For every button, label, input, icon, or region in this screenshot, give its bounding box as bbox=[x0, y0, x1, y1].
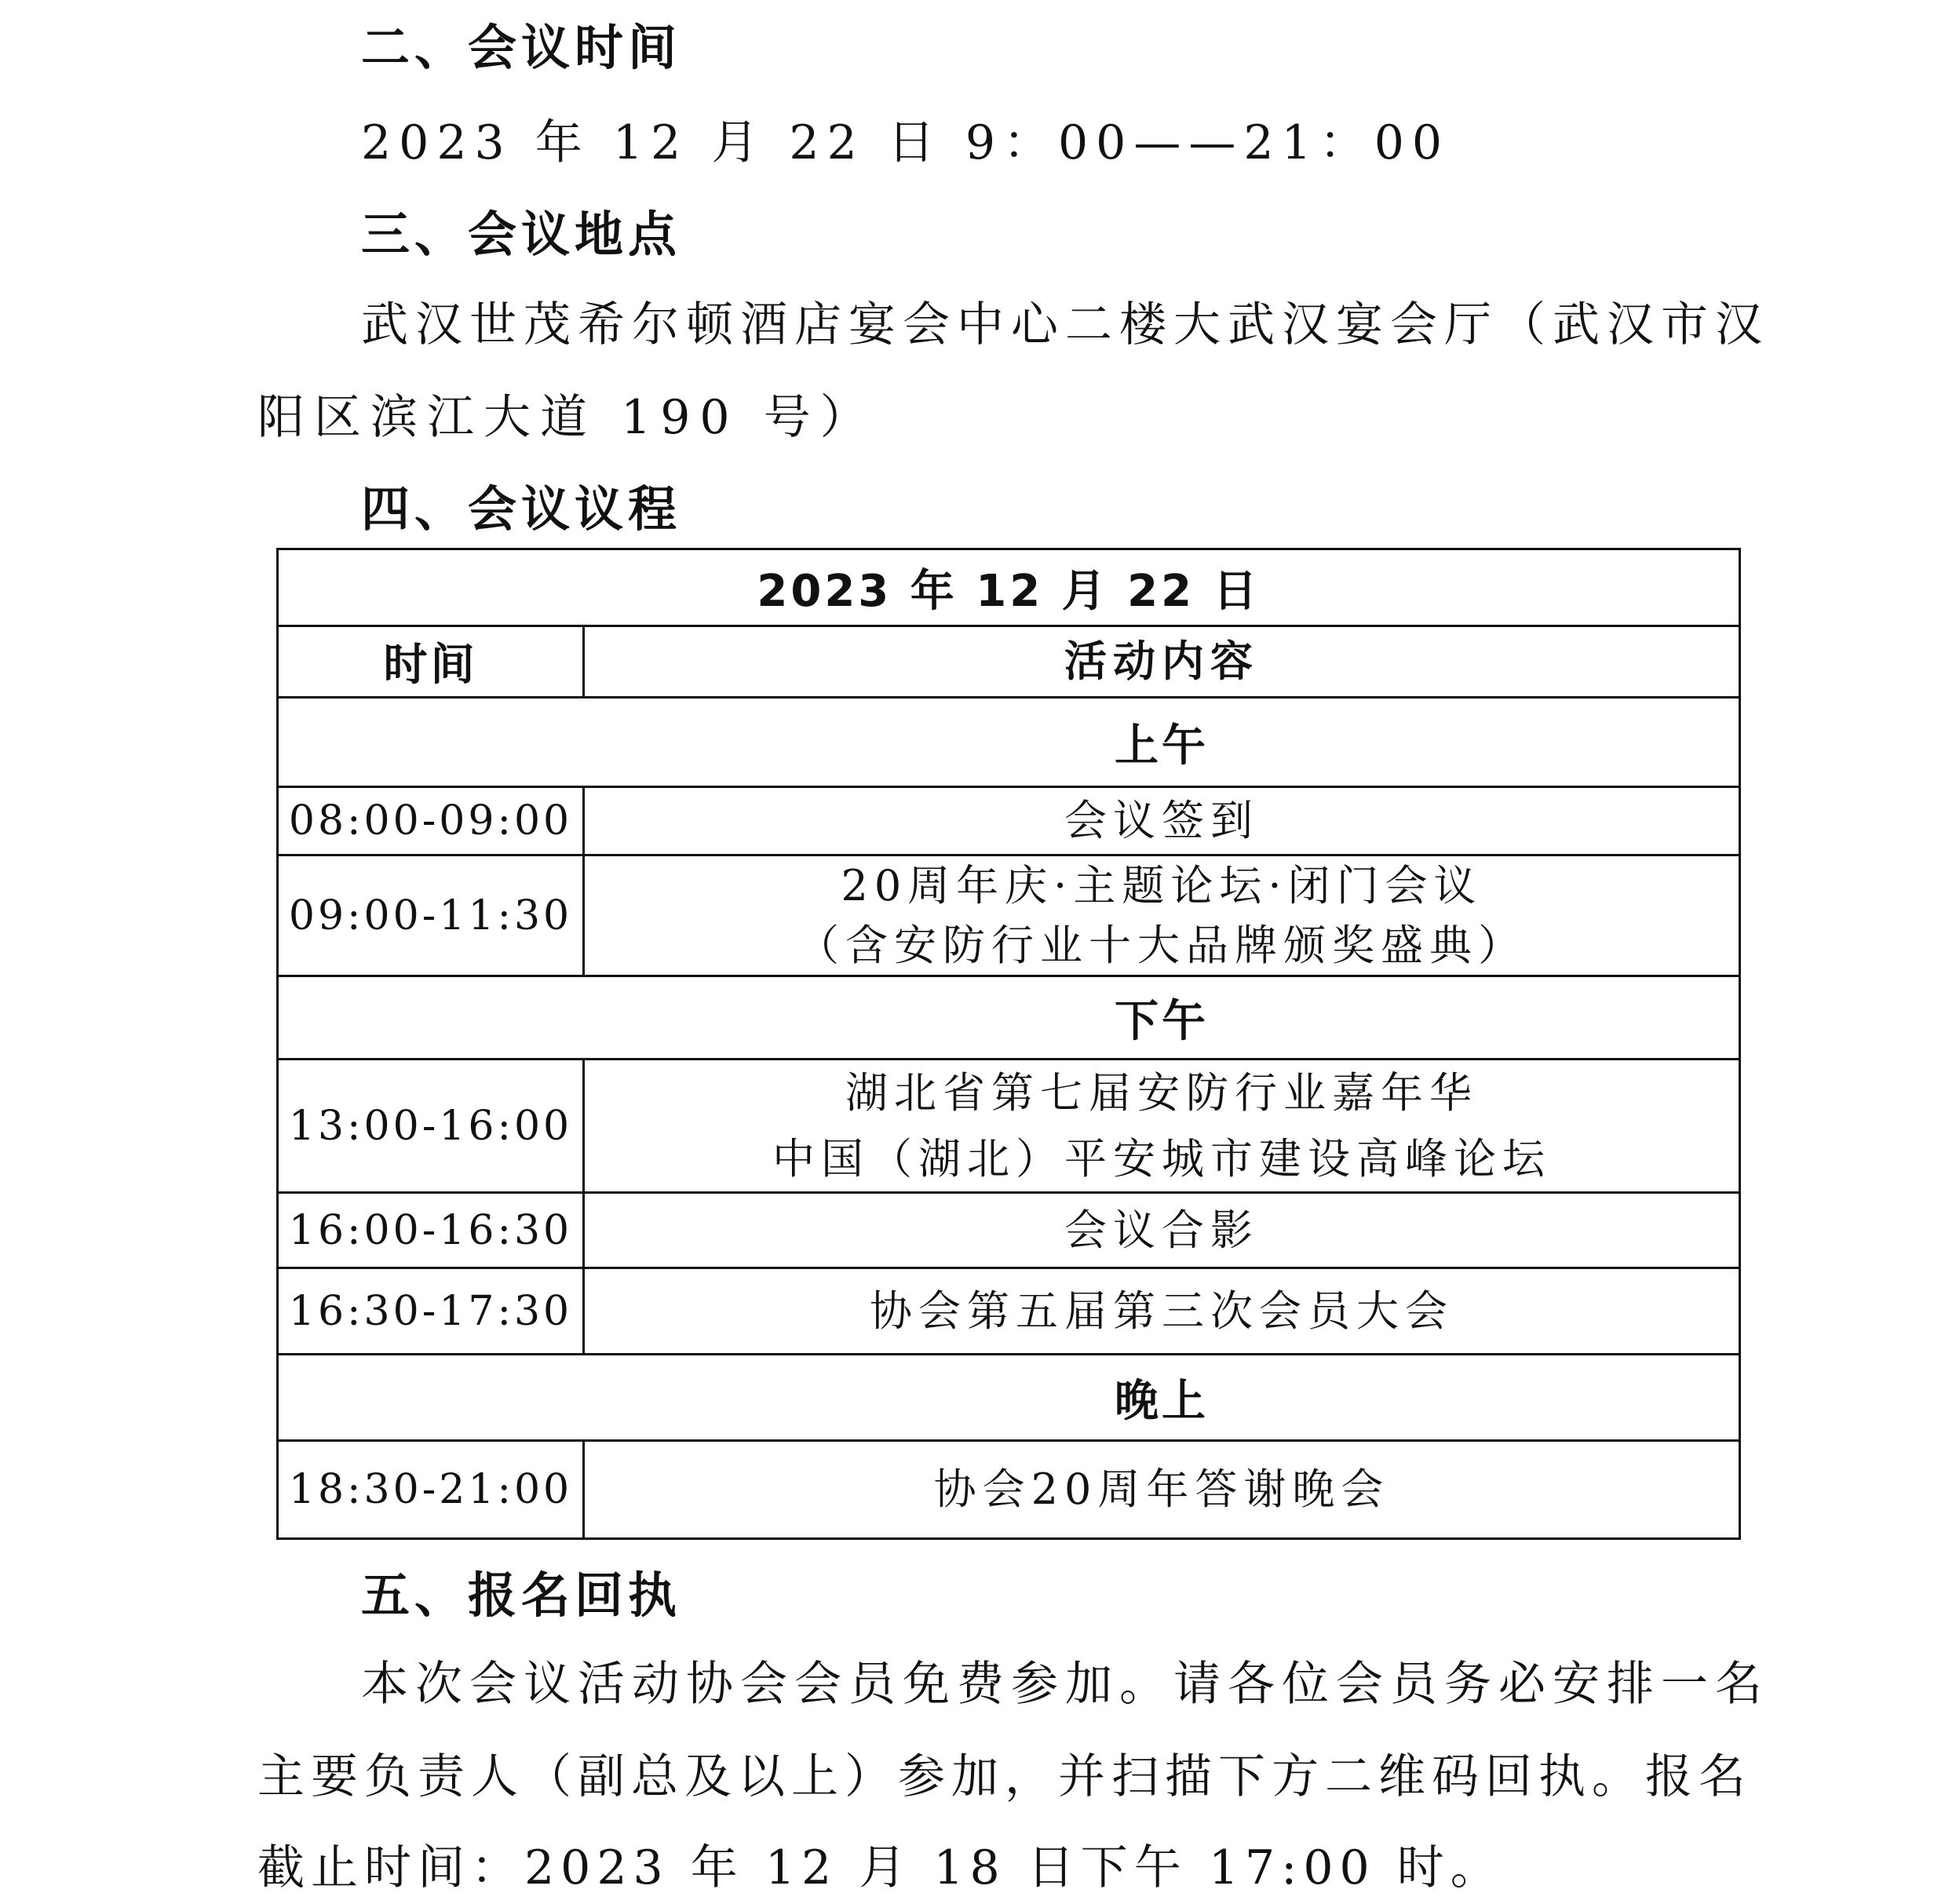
row-activity bbox=[585, 1060, 1739, 1191]
column-header-time: 时间 bbox=[279, 627, 585, 696]
row-time: 18:30-21:00 bbox=[279, 1442, 585, 1537]
row-activity bbox=[585, 1269, 1739, 1353]
table-row bbox=[279, 1442, 1739, 1537]
afternoon-section-row bbox=[279, 977, 1739, 1060]
section-3-heading: 三、会议地点 bbox=[361, 206, 682, 263]
venue-line-2: 阳区滨江大道 190 号） bbox=[257, 390, 877, 445]
registration-line-3: 截止时间：2023 年 12 月 18 日下午 17:00 时。 bbox=[257, 1840, 1504, 1895]
table-row bbox=[279, 1269, 1739, 1355]
table-date-header: 2023 年 12 月 22 日 bbox=[757, 565, 1261, 617]
row-time: 08:00-09:00 bbox=[279, 788, 585, 854]
evening-section-row bbox=[279, 1355, 1739, 1442]
row-time: 16:00-16:30 bbox=[279, 1194, 585, 1267]
meeting-time-text: 2023 年 12 月 22 日 9：00——21：00 bbox=[361, 115, 1451, 170]
row-time: 09:00-11:30 bbox=[279, 856, 585, 975]
table-row bbox=[279, 788, 1739, 856]
venue-line-1: 武汉世茂希尔顿酒店宴会中心二楼大武汉宴会厅（武汉市汉 bbox=[361, 297, 1769, 352]
activity-line: 会议签到 bbox=[1064, 796, 1259, 846]
table-row bbox=[279, 1060, 1739, 1194]
section-5-heading: 五、报名回执 bbox=[361, 1567, 682, 1624]
activity-line: 湖北省第七届安防行业嘉年华 bbox=[845, 1067, 1478, 1118]
section-2-heading: 二、会议时间 bbox=[361, 19, 682, 76]
section-4-heading: 四、会议议程 bbox=[361, 480, 682, 538]
evening-label: 晚上 bbox=[1115, 1375, 1209, 1427]
activity-line: 协会20周年答谢晚会 bbox=[933, 1464, 1390, 1515]
activity-line: 20周年庆·主题论坛·闭门会议 bbox=[841, 860, 1483, 910]
activity-line: 中国（湖北）平安城市建设高峰论坛 bbox=[772, 1133, 1551, 1184]
morning-section-row bbox=[279, 698, 1739, 788]
activity-line: （含安防行业十大品牌颁奖盛典） bbox=[797, 920, 1527, 970]
row-activity bbox=[585, 788, 1739, 854]
row-time: 13:00-16:00 bbox=[279, 1060, 585, 1191]
agenda-table bbox=[276, 548, 1741, 1540]
table-date-row bbox=[279, 550, 1739, 627]
column-header-activity: 活动内容 bbox=[1064, 636, 1259, 687]
row-time: 16:30-17:30 bbox=[279, 1269, 585, 1353]
activity-line: 会议合影 bbox=[1064, 1205, 1259, 1255]
registration-line-2: 主要负责人（副总及以上）参加，并扫描下方二维码回执。报名 bbox=[257, 1749, 1752, 1804]
row-activity bbox=[585, 856, 1739, 975]
table-column-header-row bbox=[279, 627, 1739, 698]
row-activity bbox=[585, 1442, 1739, 1537]
registration-line-1: 本次会议活动协会会员免费参加。请各位会员务必安排一名 bbox=[361, 1657, 1769, 1712]
morning-label: 上午 bbox=[1115, 720, 1209, 771]
activity-line: 协会第五届第三次会员大会 bbox=[870, 1286, 1454, 1336]
row-activity bbox=[585, 1194, 1739, 1267]
table-row bbox=[279, 856, 1739, 977]
table-row bbox=[279, 1194, 1739, 1269]
afternoon-label: 下午 bbox=[1115, 995, 1209, 1047]
